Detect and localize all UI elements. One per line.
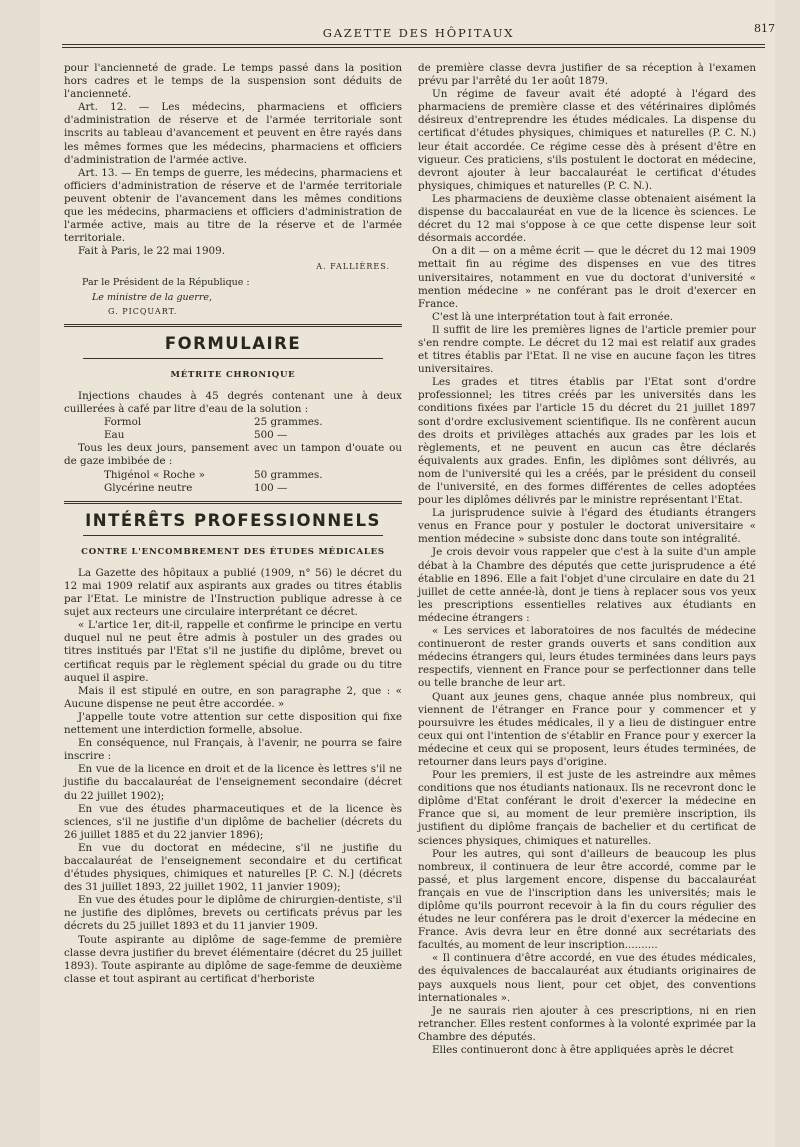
paragraph: Art. 12. — Les médecins, pharmaciens et officiers d'administration de réserve et de l'armée territoriale sont inscrits au tableau d'avancement et peuvent en être rayés dans les mêmes formes que les médecins, pharmaciens et officiers d'administration de l'armée active.: [64, 101, 402, 166]
section-underline: [83, 358, 383, 359]
paragraph: Elles continueront donc à être appliquées après le décret: [432, 1044, 734, 1057]
page-header: [62, 22, 775, 40]
ingredient: Formol: [104, 416, 142, 429]
journal-title: GAZETTE DES HÔPITAUX: [322, 26, 515, 40]
section-rule: [64, 501, 402, 504]
paragraph: Les grades et titres établis par l'Etat sont d'ordre professionnel; les titres créés par les universités dans les conditions fixées par l'article 15 du décret du 21 juillet 1897 sont d'ordre exclusivement scientifique. Ils ne confèrent aucun des droits et privilèges attachés aux grades par les lois et règlements, et ne peuvent en aucun cas être déclarés équivalents aux grades. Enfin, les diplômes sont délivrés, au nom de l'université qui les a créés, par le président du conseil de l'université, en des formes différentes de celles adoptées pour les diplômes délivrés par le ministre représentant l'Etat.: [418, 376, 756, 507]
paragraph: Un régime de faveur avait été adopté à l'égard des pharmaciens de première classe et des vétérinaires diplômés désireux d'entreprendre les études médicales. La dispense du certificat d'études physiques, chimiques et naturelles (P. C. N.) leur était accordée. Ce régime cesse dès à présent d'être en vigueur. Ces praticiens, s'ils postulent le doctorat en médecine, devront ajouter à leur baccalauréat le certificat d'études physiques, chimiques et naturelles (P. C. N.).: [418, 88, 756, 192]
paragraph: Il suffit de lire les premières lignes de l'article premier pour s'en rendre compte. Le décret du 12 mai est relatif aux grades et titres établis par l'Etat. Il ne vise en aucune façon les titres universitaires.: [418, 323, 756, 376]
paragraph: En conséquence, nul Français, à l'avenir, ne pourra se faire inscrire :: [64, 737, 402, 763]
paragraph: Toute aspirante au diplôme de sage-femme de première classe devra justifier du brevet élémentaire (décret du 25 juillet 1893). Toute aspirante au diplôme de sage-femme de deuxième classe et tout aspirant au certificat d'herboriste: [64, 933, 402, 985]
section-underline: [83, 535, 383, 536]
header-rule: [62, 47, 765, 48]
paragraph: pour l'ancienneté de grade. Le temps passé dans la position hors cadres et le temps de la suspension sont déduits de l'ancienneté.: [64, 62, 402, 101]
signature-name: G. PICQUART.: [108, 306, 178, 316]
paragraph: Pour les autres, qui sont d'ailleurs de beaucoup les plus nombreux, il continuera de leur être accordé, comme par le passé, et plus largement encore, dispense du baccalauréat français en vue de l'inscription dans les universités; mais le diplôme qu'ils pourront recevoir à la fin du cours régulier des études ne leur conférera pas le droit d'exercer la médecine en France. Avis devra leur en être donné aux secrétariats des facultés, au moment de leur inscription..........: [418, 847, 756, 952]
paragraph: Injections chaudes à 45 degrés contenant une à deux cuillerées à café par litre d'eau de la solution :: [64, 389, 402, 416]
ingredient: Thigénol « Roche »: [104, 468, 205, 481]
page-number: 817: [754, 22, 775, 35]
signature-line: Le ministre de la guerre,: [92, 291, 213, 303]
paragraph: En vue de la licence en droit et de la licence ès lettres s'il ne justifie du baccalauréat de l'enseignement secondaire (décret du 22 juillet 1902);: [64, 763, 402, 802]
recipe-line: [64, 416, 402, 429]
section-title-formulaire: FORMULAIRE: [164, 333, 302, 353]
paragraph: La Gazette des hôpitaux a publié (1909, n° 56) le décret du 12 mai 1909 relatif aux aspirants aux grades ou titres établis par l'Etat. Le ministre de l'Instruction publique adresse à ce sujet aux recteurs une circulaire interprétant ce décret.: [64, 566, 402, 619]
section-title-interets: INTÉRÊTS PROFESSIONNELS: [85, 510, 381, 530]
paragraph: Tous les deux jours, pansement avec un tampon d'ouate ou de gaze imbibée de :: [64, 442, 402, 468]
newspaper-page: [40, 0, 775, 1147]
section-rule: [64, 324, 402, 327]
subsection-title: MÉTRITE CHRONIQUE: [170, 369, 296, 380]
paragraph: La jurisprudence suivie à l'égard des étudiants étrangers venus en France pour y postuler le doctorat universitaire « mention médecine » subsiste donc dans toute son intégralité.: [418, 507, 756, 546]
header-rule: [62, 44, 765, 45]
paragraph: Quant aux jeunes gens, chaque année plus nombreux, qui viennent de l'étranger en France pour y commencer et y poursuivre les études médicales, il y a lieu de distinguer entre ceux qui ont l'intention de s'établir en France pour y exercer la médecine et ceux qui se proposent, leurs études terminées, de retourner dans leurs pays d'origine.: [418, 690, 756, 768]
paragraph: Pour les premiers, il est juste de les astreindre aux mêmes conditions que nos étudiants nationaux. Ils ne recevront donc le diplôme d'Etat conférant le droit d'exercer la médecine en France que si, au moment de leur première inscription, ils justifient du diplôme français de bachelier et du certificat de sciences physiques, chimiques et naturelles.: [418, 769, 756, 847]
left-column: [64, 62, 402, 986]
paragraph: C'est là une interprétation tout à fait erronée.: [432, 310, 674, 323]
paragraph: « Les services et laboratoires de nos facultés de médecine continueront de rester grands ouverts et sans condition aux médecins étrangers qui, leurs études terminées dans leurs pays respectifs, viennent en France pour se perfectionner dans telle ou telle branche de leur art.: [418, 625, 756, 690]
paragraph: Art. 13. — En temps de guerre, les médecins, pharmaciens et officiers d'administration de réserve et de l'armée territoriale peuvent obtenir de l'avancement dans les mêmes conditions que les médecins, pharmaciens et officiers d'administration de l'armée active, mais au titre de la réserve et de l'armée territoriale.: [64, 166, 402, 245]
quantity: 50 grammes.: [254, 468, 323, 481]
quantity: 500 —: [254, 429, 288, 442]
subsection-title: CONTRE L'ENCOMBREMENT DES ÉTUDES MÉDICALES: [81, 546, 385, 557]
ingredient: Eau: [104, 429, 125, 442]
paragraph: En vue des études pharmaceutiques et de la licence ès sciences, s'il ne justifie d'un diplôme de bachelier (décrets du 26 juillet 1885 et du 22 janvier 1896);: [64, 802, 402, 841]
paragraph: On a dit — on a même écrit — que le décret du 12 mai 1909 mettait fin au régime des dispenses en vue des titres universitaires, notamment en vue du doctorat d'université « mention médecine » ne conférant pas le droit d'exercer en France.: [418, 245, 756, 310]
paragraph: Les pharmaciens de deuxième classe obtenaient aisément la dispense du baccalauréat en vue de la licence ès sciences. Le décret du 12 mai s'oppose à ce que cette dispense leur soit désormais accordée.: [418, 192, 756, 245]
paragraph: de première classe devra justifier de sa réception à l'examen prévu par l'arrêté du 1er août 1879.: [418, 62, 756, 88]
paragraph: Mais il est stipulé en outre, en son paragraphe 2, que : « Aucune dispense ne peut être accordée. »: [64, 684, 402, 710]
quantity: 25 grammes.: [254, 416, 323, 429]
recipe-line: [64, 482, 402, 495]
quantity: 100 —: [254, 481, 288, 494]
paragraph: Je ne saurais rien ajouter à ces prescriptions, ni en rien retrancher. Elles restent conformes à la volonté exprimée par la Chambre des députés.: [418, 1004, 756, 1043]
paragraph: « Il continuera d'être accordé, en vue des études médicales, des équivalences de baccalauréat aux étudiants originaires de pays auxquels nous lient, pour cet objet, des conventions internationales ».: [418, 952, 756, 1004]
paragraph: « L'artice 1er, dit-il, rappelle et confirme le principe en vertu duquel nul ne peut être admis à postuler un des grades ou titres institués par l'Etat s'il ne justifie du diplôme, brevet ou certificat requis par le règlement spécial du grade ou du titre auquel il aspire.: [64, 619, 402, 684]
recipe-line: [64, 429, 402, 442]
ingredient: Glycérine neutre: [104, 481, 193, 494]
paragraph: En vue des études pour le diplôme de chirurgien-dentiste, s'il ne justifie des diplômes, brevets ou certificats prévus par les décrets du 25 juillet 1893 et du 11 janvier 1909.: [64, 894, 402, 933]
paragraph: En vue du doctorat en médecine, s'il ne justifie du baccalauréat de l'enseignement secondaire et du certificat d'études physiques, chimiques et naturelles [P. C. N.] (décrets des 31 juillet 1893, 22 juillet 1902, 11 janvier 1909);: [64, 841, 402, 894]
paragraph: Je crois devoir vous rappeler que c'est à la suite d'un ample débat à la Chambre des députés que cette jurisprudence a été établie en 1896. Elle a fait l'objet d'une circulaire en date du 21 juillet de cette année-là, dont je tiens à replacer sous vos yeux les prescriptions essentielles relatives aux étudiants en médecine étrangers :: [418, 546, 756, 624]
signature-line: Par le Président de la République :: [82, 276, 250, 288]
paragraph: J'appelle toute votre attention sur cette disposition qui fixe nettement une interdiction formelle, absolue.: [64, 710, 402, 737]
recipe-line: [64, 469, 402, 482]
paragraph: Fait à Paris, le 22 mai 1909.: [78, 245, 225, 258]
right-column: [418, 62, 756, 1057]
signature-name: A. FALLIÈRES.: [316, 262, 390, 272]
